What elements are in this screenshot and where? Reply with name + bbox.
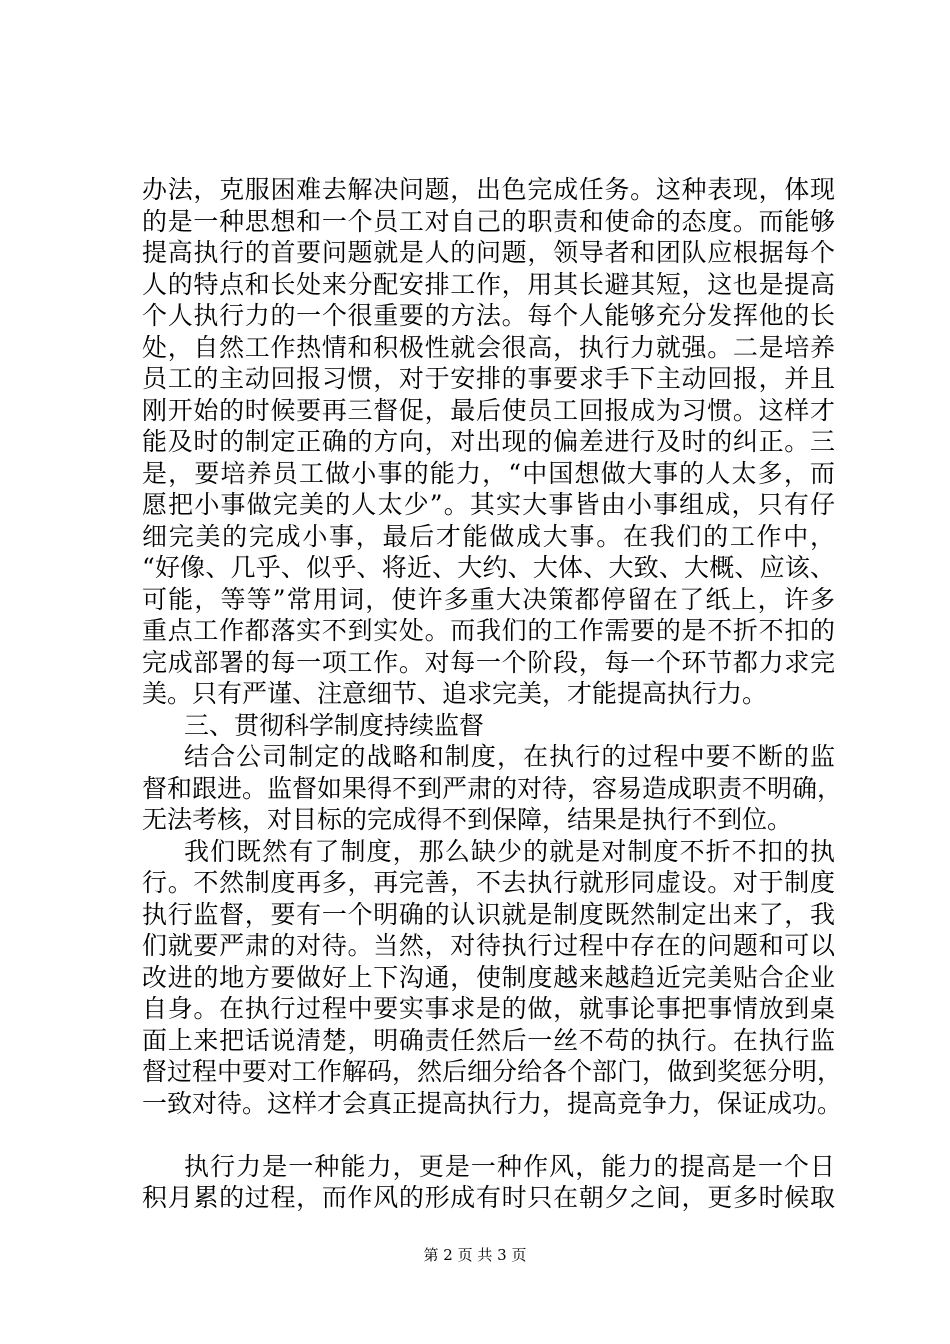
text-line: 是，要培养员工做小事的能力，“中国想做大事的人太多，而 <box>142 458 835 488</box>
text-line: 的是一种思想和一个员工对自己的职责和使命的态度。而能够 <box>142 206 835 236</box>
text-line: 处，自然工作热情和积极性就会很高，执行力就强。二是培养 <box>142 332 835 362</box>
text-line: 积月累的过程，而作风的形成有时只在朝夕之间，更多时候取 <box>142 1183 835 1212</box>
text-line: “好像、几乎、似乎、将近、大约、大体、大致、大概、应该、 <box>142 553 835 582</box>
text-line: 细完美的完成小事，最后才能做成大事。在我们的工作中， <box>142 521 835 551</box>
text-line: 行。不然制度再多，再完善，不去执行就形同虚设。对于制度 <box>142 868 835 897</box>
paragraph-spacer <box>142 1119 835 1151</box>
page-number-footer: 第 2 页 共 3 页 <box>423 1246 527 1264</box>
paragraph-end-line: 美。只有严谨、注意细节、追求完美，才能提高执行力。 <box>142 679 768 708</box>
text-line: 执行监督，要有一个明确的认识就是制度既然制定出来了，我 <box>142 899 835 929</box>
text-line: 个人执行力的一个很重要的方法。每个人能够充分发挥他的长 <box>142 301 835 330</box>
text-line: 面上来把话说清楚，明确责任然后一丝不苟的执行。在执行监 <box>142 1025 835 1055</box>
text-line: 刚开始的时候要再三督促，最后使员工回报成为习惯。这样才 <box>142 395 835 425</box>
text-line: 督和跟进。监督如果得不到严肃的对待，容易造成职责不明确， <box>142 773 843 803</box>
text-line: 人的特点和长处来分配安排工作，用其长避其短，这也是提高 <box>142 269 835 299</box>
text-line: 可能，等等”常用词，使许多重大决策都停留在了纸上，许多 <box>142 584 835 614</box>
text-line: 改进的地方要做好上下沟通，使制度越来越趋近完美贴合企业 <box>142 962 835 992</box>
paragraph-end-line: 无法考核，对目标的完成得不到保障，结果是执行不到位。 <box>142 805 793 834</box>
text-line: 愿把小事做完美的人太少”。其实大事皆由小事组成，只有仔 <box>142 490 835 519</box>
text-line: 自身。在执行过程中要实事求是的做，就事论事把事情放到桌 <box>142 994 835 1023</box>
paragraph-first-line: 我们既然有了制度，那么缺少的就是对制度不折不扣的执 <box>184 836 835 866</box>
text-line: 完成部署的每一项工作。对每一个阶段，每一个环节都力求完 <box>142 647 835 677</box>
document-body <box>142 174 843 1214</box>
paragraph-first-line: 结合公司制定的战略和制度，在执行的过程中要不断的监 <box>184 742 835 771</box>
paragraph-first-line: 执行力是一种能力，更是一种作风，能力的提高是一个日 <box>184 1151 835 1181</box>
paragraph-end-line: 一致对待。这样才会真正提高执行力，提高竞争力，保证成功。 <box>142 1088 843 1118</box>
section-heading: 三、贯彻科学制度持续监督 <box>184 710 485 740</box>
text-line: 员工的主动回报习惯，对于安排的事要求手下主动回报，并且 <box>142 364 835 393</box>
text-line: 能及时的制定正确的方向，对出现的偏差进行及时的纠正。三 <box>142 427 835 456</box>
text-line: 办法，克服困难去解决问题，出色完成任务。这种表现，体现 <box>142 175 835 204</box>
text-line: 们就要严肃的对待。当然，对待执行过程中存在的问题和可以 <box>142 931 835 960</box>
text-line: 督过程中要对工作解码，然后细分给各个部门，做到奖惩分明， <box>142 1057 843 1086</box>
text-line: 重点工作都落实不到实处。而我们的工作需要的是不折不扣的 <box>142 616 835 645</box>
text-line: 提高执行的首要问题就是人的问题，领导者和团队应根据每个 <box>142 238 835 267</box>
